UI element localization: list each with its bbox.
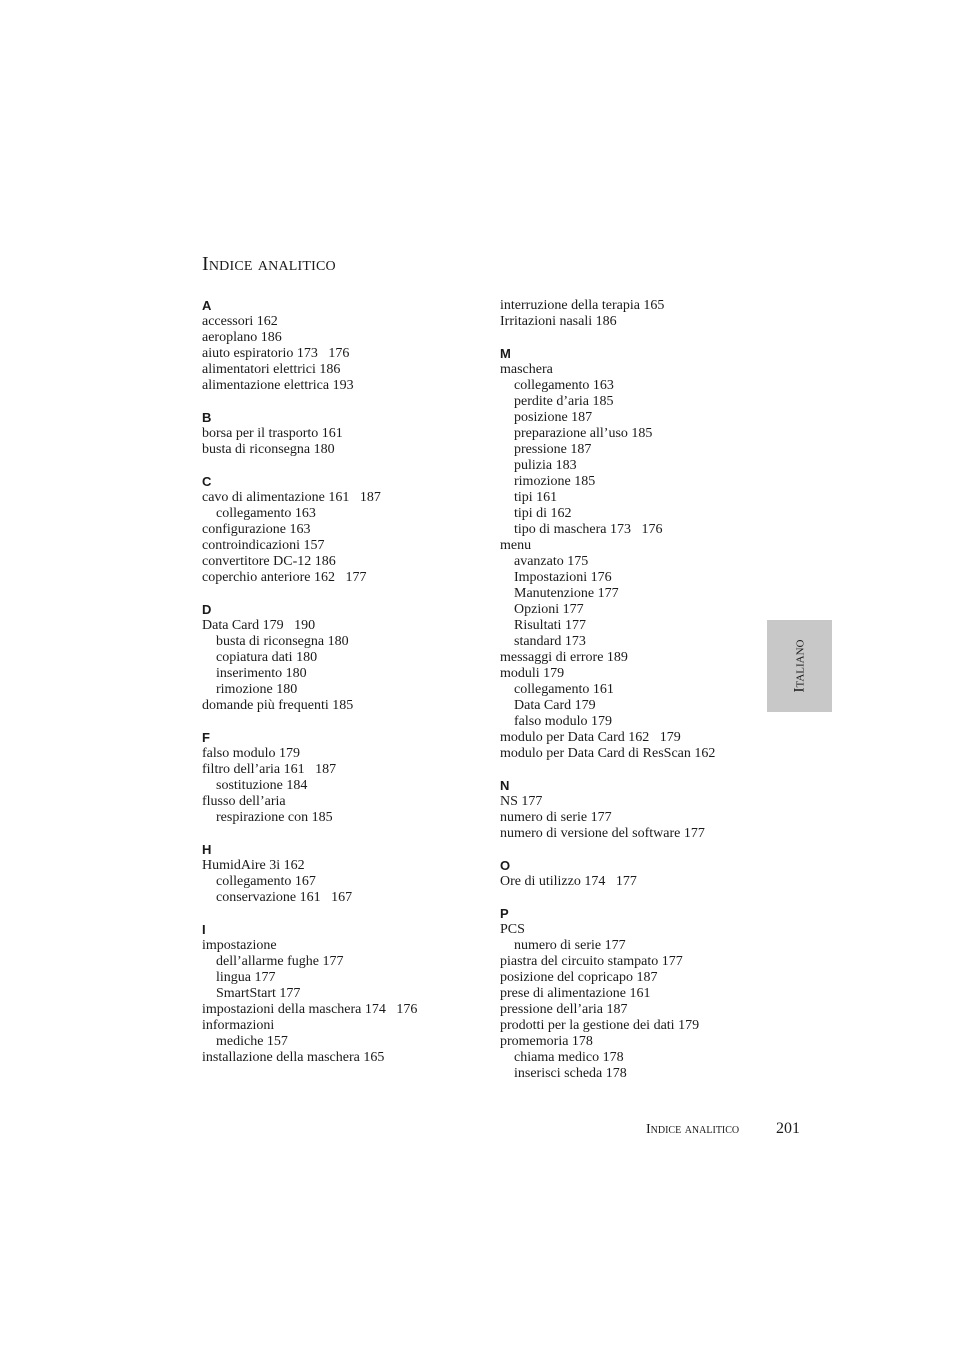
index-entry: convertitore DC-12 186 [202, 554, 336, 569]
index-entry: flusso dell’aria [202, 794, 286, 809]
index-section [202, 586, 482, 714]
section-gap [202, 586, 482, 602]
index-entry: coperchio anteriore 162 177 [202, 570, 367, 585]
section-gap [202, 458, 482, 474]
index-letter-heading: F [202, 730, 210, 745]
index-entry: busta di riconsegna 180 [202, 442, 335, 457]
index-entry: prodotti per la gestione dei dati 179 [500, 1018, 700, 1033]
index-entry: configurazione 163 [202, 522, 311, 537]
section-gap [202, 826, 482, 842]
index-subentry: tipi di 162 [514, 506, 572, 521]
index-entry: PCS [500, 922, 525, 937]
index-letter-heading: D [202, 602, 212, 617]
index-subentry: collegamento 167 [216, 874, 316, 889]
index-entry: installazione della maschera 165 [202, 1050, 385, 1065]
index-subentry: pressione 187 [514, 442, 592, 457]
index-subentry: preparazione all’uso 185 [514, 426, 653, 441]
index-letter-heading: B [202, 410, 212, 425]
index-letter-heading: I [202, 922, 206, 937]
index-entry: impostazione [202, 938, 277, 953]
index-entry: numero di serie 177 [500, 810, 612, 825]
index-entry: promemoria 178 [500, 1034, 593, 1049]
index-entry: prese di alimentazione 161 [500, 986, 651, 1001]
index-entry: filtro dell’aria 161 187 [202, 762, 337, 777]
index-subentry: falso modulo 179 [514, 714, 612, 729]
index-subentry: SmartStart 177 [216, 986, 301, 1001]
index-entry: alimentazione elettrica 193 [202, 378, 354, 393]
index-subentry: pulizia 183 [514, 458, 577, 473]
index-subentry: dell’allarme fughe 177 [216, 954, 344, 969]
index-subentry: numero di serie 177 [514, 938, 626, 953]
index-letter-heading: M [500, 346, 511, 361]
index-entry: posizione del copricapo 187 [500, 970, 658, 985]
section-gap [500, 762, 780, 778]
index-entry: interruzione della terapia 165 [500, 298, 665, 313]
index-subentry: standard 173 [514, 634, 586, 649]
index-column-right [500, 298, 780, 1082]
index-subentry: posizione 187 [514, 410, 593, 425]
index-subentry: collegamento 161 [514, 682, 614, 697]
index-section [202, 714, 482, 826]
index-entry: domande più frequenti 185 [202, 698, 354, 713]
index-section [500, 330, 780, 762]
index-subentry: conservazione 161 167 [216, 890, 353, 905]
index-subentry: sostituzione 184 [216, 778, 308, 793]
index-section [500, 298, 780, 330]
index-entry: aiuto espiratorio 173 176 [202, 346, 350, 361]
index-letter-heading: O [500, 858, 511, 873]
index-subentry: inserisci scheda 178 [514, 1066, 627, 1081]
index-column-left [202, 298, 482, 1066]
index-subentry: avanzato 175 [514, 554, 589, 569]
language-tab-label: Italiano [791, 639, 807, 693]
index-entry: cavo di alimentazione 161 187 [202, 490, 381, 505]
index-subentry: collegamento 163 [514, 378, 614, 393]
index-entry: numero di versione del software 177 [500, 826, 705, 841]
index-subentry: Manutenzione 177 [514, 586, 619, 601]
index-entry: accessori 162 [202, 314, 278, 329]
index-entry: moduli 179 [500, 666, 565, 681]
index-subentry: mediche 157 [216, 1034, 288, 1049]
index-section [202, 298, 482, 394]
index-entry: pressione dell’aria 187 [500, 1002, 628, 1017]
index-entry: impostazioni della maschera 174 176 [202, 1002, 418, 1017]
index-subentry: tipi 161 [514, 490, 558, 505]
index-subentry: chiama medico 178 [514, 1050, 624, 1065]
index-entry: modulo per Data Card 162 179 [500, 730, 681, 745]
section-gap [500, 842, 780, 858]
index-section [202, 906, 482, 1066]
index-entry: Irritazioni nasali 186 [500, 314, 617, 329]
index-subentry: respirazione con 185 [216, 810, 333, 825]
section-gap [202, 394, 482, 410]
language-side-tab [767, 620, 832, 712]
section-gap [500, 330, 780, 346]
index-entry: maschera [500, 362, 553, 377]
index-subentry: tipo di maschera 173 176 [514, 522, 663, 537]
index-entry: Data Card 179 190 [202, 618, 316, 633]
footer-section-label: Indice analitico [646, 1122, 740, 1137]
index-section [202, 458, 482, 586]
index-entry: piastra del circuito stampato 177 [500, 954, 683, 969]
index-entry: borsa per il trasporto 161 [202, 426, 343, 441]
index-subentry: lingua 177 [216, 970, 276, 985]
index-entry: menu [500, 538, 532, 553]
index-entry: controindicazioni 157 [202, 538, 325, 553]
index-section [202, 394, 482, 458]
index-entry: modulo per Data Card di ResScan 162 [500, 746, 716, 761]
index-subentry: copiatura dati 180 [216, 650, 318, 665]
index-letter-heading: H [202, 842, 212, 857]
index-entry: HumidAire 3i 162 [202, 858, 305, 873]
index-letter-heading: P [500, 906, 509, 921]
index-entry: NS 177 [500, 794, 543, 809]
page-number: 201 [776, 1120, 800, 1137]
index-letter-heading: N [500, 778, 510, 793]
index-subentry: Data Card 179 [514, 698, 596, 713]
index-section [500, 842, 780, 890]
index-section [500, 762, 780, 842]
index-subentry: Opzioni 177 [514, 602, 584, 617]
index-subentry: Risultati 177 [514, 618, 586, 633]
index-subentry: busta di riconsegna 180 [216, 634, 349, 649]
index-section [500, 890, 780, 1082]
index-letter-heading: C [202, 474, 212, 489]
index-subentry: collegamento 163 [216, 506, 316, 521]
section-gap [202, 906, 482, 922]
index-subentry: perdite d’aria 185 [514, 394, 614, 409]
index-entry: aeroplano 186 [202, 330, 282, 345]
section-gap [202, 714, 482, 730]
index-entry: alimentatori elettrici 186 [202, 362, 341, 377]
index-entry: Ore di utilizzo 174 177 [500, 874, 637, 889]
index-entry: informazioni [202, 1018, 275, 1033]
index-letter-heading: A [202, 298, 212, 313]
index-subentry: rimozione 180 [216, 682, 298, 697]
section-gap [500, 890, 780, 906]
index-entry: falso modulo 179 [202, 746, 300, 761]
page-title: Indice analitico [202, 253, 336, 275]
index-subentry: rimozione 185 [514, 474, 596, 489]
index-section [202, 826, 482, 906]
index-entry: messaggi di errore 189 [500, 650, 628, 665]
index-subentry: inserimento 180 [216, 666, 307, 681]
index-subentry: Impostazioni 176 [514, 570, 612, 585]
